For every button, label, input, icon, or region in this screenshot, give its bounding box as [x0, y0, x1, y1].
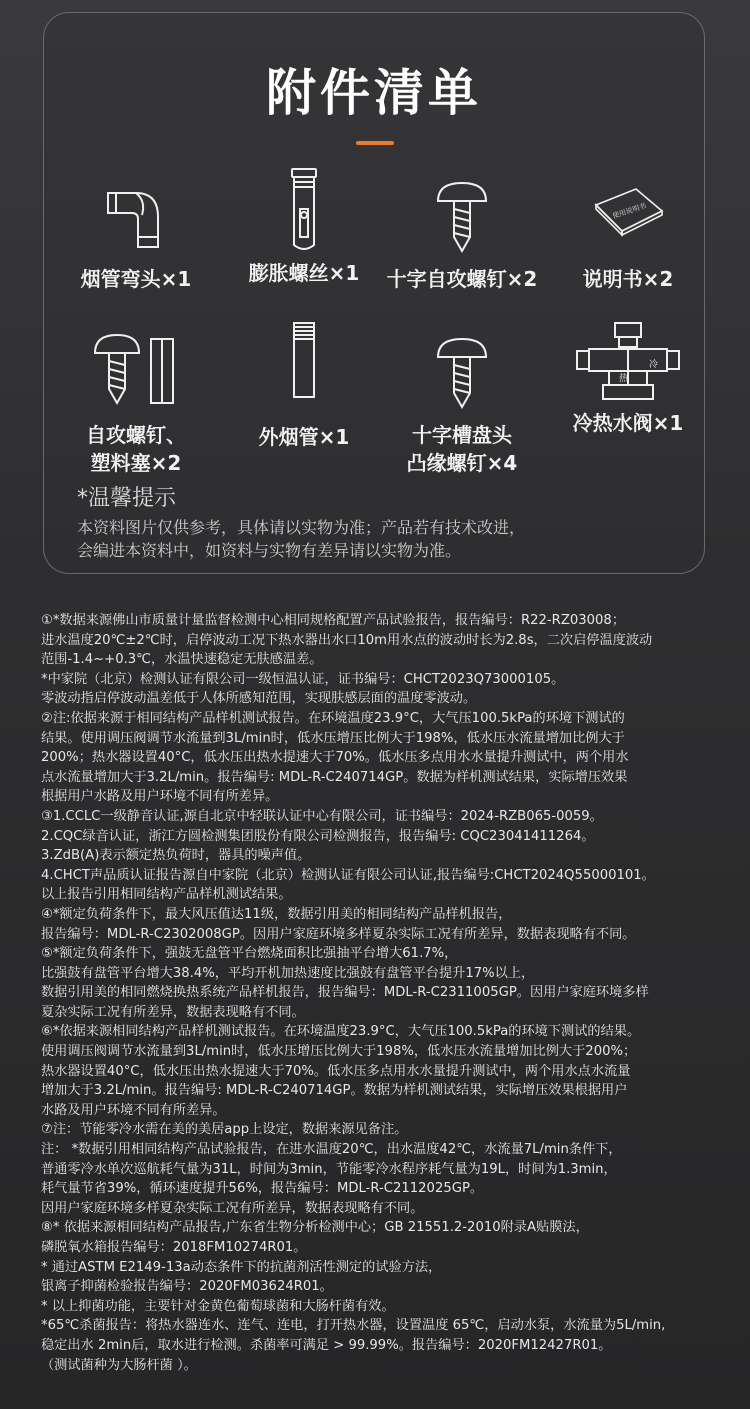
- footnote-line: 银离子抑菌检验报告编号：2020FM03624R01。: [41, 1279, 333, 1295]
- item-label: 自攻螺钉、 塑料塞×2: [86, 423, 186, 475]
- footnote-line: 2.CQC绿音认证，浙江方圆检测集团股份有限公司检测报告，报告编号: CQC23041411264。: [41, 828, 595, 844]
- footnote-line: ⑦注：节能零冷水需在美的美居app上设定，数据来源见备注。: [41, 1122, 408, 1138]
- item-manual: [548, 175, 708, 293]
- footnote-line: ①*数据来源佛山市质量计量监督检测中心相同规格配置产品试验报告，报告编号：R22-RZ03008；: [41, 613, 626, 628]
- tips-body: 本资料图片仅供参考，具体请以实物为准；产品若有技术改进， 会编进本资料中，如资料与实物有差异请以实物为准。: [77, 518, 526, 560]
- footnote-line: 使用调压阀调节水流量到3L/min时，低水压增压比例大于198%，低水压水流量增加比例大于200%；: [41, 1044, 637, 1060]
- footnote-line: 以上报告引用相同结构产品样机测试结果。: [41, 887, 292, 903]
- footnote-line: 4.CHCT声品质认证报告源自中家院（北京）检测认证有限公司认证,报告编号:CHCT2024Q55000101。: [41, 867, 655, 883]
- svg-text:冷: 冷: [649, 360, 659, 370]
- footnote-line: 热水器设置40°C，低水压出热水提速大于70%。低水压多点用水水量提升测试中，两个用水点水流量: [41, 1063, 631, 1079]
- item-label: 膨胀螺丝×1: [248, 261, 360, 285]
- water-valve-icon: [573, 321, 683, 405]
- item-water-valve: [548, 321, 708, 437]
- footnote-line: ④*额定负荷条件下，最大风压值达11级，数据引用美的相同结构产品样机报告，: [41, 906, 512, 922]
- footnote-line: 因用户家庭环境多样夏杂实际工况有所差异，数据表现略有不同。: [41, 1200, 424, 1216]
- item-outer-pipe: [224, 321, 384, 451]
- footnote-line: 增加大于3.2L/min。报告编号: MDL-R-C240714GP。数据为样机测试结果，实际增压效果根据用户: [41, 1083, 628, 1099]
- pan-head-screw-icon: [422, 331, 502, 411]
- item-label: 烟管弯头×1: [80, 267, 192, 291]
- manual-book-icon: [588, 175, 668, 255]
- footnote-line: *中家院（北京）检测认证有限公司一级恒温认证，证书编号：CHCT2023Q73000105。: [41, 671, 565, 687]
- footnote-line: 报告编号：MDL-R-C2302008GP。因用户家庭环境多样夏杂实际工况有所差异，数据表现略有不同。: [41, 926, 636, 942]
- item-label: 冷热水阀×1: [572, 411, 684, 435]
- footnote-line: 结果。使用调压阀调节水流量到3L/min时，低水压增压比例大于198%，低水压水流量增加比例大于: [41, 730, 625, 746]
- footnote-line: * 通过ASTM E2149-13a动态条件下的抗菌剂活性测定的试验方法，: [41, 1259, 442, 1275]
- footnote-line: 零波动指启停波动温差低于人体所感知范围，实现肤感层面的温度零波动。: [41, 691, 477, 707]
- accessory-list-card: [43, 12, 705, 574]
- footnote-line: 点水流量增加大于3.2L/min。报告编号: MDL-R-C240714GP。数据为样机测试结果，实际增压效果: [41, 769, 628, 785]
- footnote-line: 注： *数据引用相同结构产品试验报告，在进水温度20℃，出水温度42℃，水流量7L/min条件下，: [41, 1142, 622, 1158]
- cross-screw-icon: [422, 175, 502, 255]
- footnote-line: 进水温度20℃±2℃时，启停波动工况下热水器出水口10m用水点的波动时长为2.8s，二次启停温度波动: [41, 632, 653, 648]
- footnote-line: 比强鼓有盘管平台增大38.4%，平均开机加热速度比强鼓有盘管平台提升17%以上，: [41, 965, 535, 981]
- item-screw-and-plug: [56, 331, 216, 477]
- manual-cover-text: 使用说明书: [611, 201, 648, 221]
- item-label: 说明书×2: [582, 267, 674, 291]
- footnote-line: * 以上抑菌功能，主要针对金黄色葡萄球菌和大肠杆菌有效。: [41, 1298, 395, 1314]
- title-accent-line: [356, 141, 394, 145]
- expansion-bolt-icon: [274, 165, 334, 255]
- item-label: 外烟管×1: [258, 425, 350, 449]
- elbow-pipe-icon: [96, 175, 176, 255]
- screw-and-plug-icon: [81, 331, 191, 411]
- footnote-line: 200%；热水器设置40°C，低水压出热水提速大于70%。低水压多点用水水量提升测试中，两个用水: [41, 750, 629, 766]
- footnote-line: ⑥*依据来源相同结构产品样机测试报告。在环境温度23.9°C，大气压100.5kPa的环境下测试的结果。: [41, 1024, 641, 1040]
- footnote-line: 水路及用户环境不同有所差异。: [41, 1102, 226, 1118]
- footnote-line: 耗气量节省39%，循环速度提升56%，报告编号：MDL-R-C2112025GP。: [41, 1181, 484, 1197]
- item-elbow-pipe: [56, 175, 216, 293]
- outer-pipe-icon: [284, 321, 324, 401]
- footnotes: [41, 611, 731, 1375]
- item-label: 十字槽盘头 凸缘螺钉×4: [406, 423, 518, 475]
- tips-title: *温馨提示: [77, 486, 177, 511]
- footnote-line: ②注:依据来源于相同结构产品样机测试报告。在环境温度23.9°C，大气压100.5kPa的环境下测试的: [41, 710, 625, 726]
- footnote-line: 范围-1.4~+0.3℃，水温快速稳定无肤感温差。: [41, 652, 323, 668]
- footnote-line: 磷脱氧水箱报告编号：2018FM10274R01。: [41, 1240, 307, 1255]
- footnote-line: 3.ZdB(A)表示额定热负荷时，器具的噪声值。: [41, 848, 311, 864]
- footnote-line: 数据引用美的相同燃烧换热系统产品样机报告，报告编号：MDL-R-C2311005GP。因用户家庭环境多样: [41, 985, 649, 1001]
- item-label: 十字自攻螺钉×2: [386, 267, 538, 291]
- footnote-line: 根据用户水路及用户环境不同有所差异。: [41, 789, 279, 805]
- footnote-line: 稳定出水 2min后，取水进行检测。杀菌率可满足 > 99.99%。报告编号：2020FM12427R01。: [41, 1337, 612, 1353]
- item-pan-head-screw: [382, 331, 542, 477]
- page-title: 附件清单: [266, 64, 482, 122]
- footnote-line: 夏杂实际工况有所差异，数据表现略有不同。: [41, 1004, 305, 1020]
- item-cross-screw: [382, 175, 542, 293]
- footnote-line: 普通零冷水单次巡航耗气量为31L，时间为3min，节能零冷水程序耗气量为19L，时间为1.3min，: [41, 1161, 617, 1177]
- footnote-line: *65℃杀菌报告：将热水器连水、连气、连电，打开热水器，设置温度 65℃，启动水泵，水流量为5L/min,: [41, 1318, 666, 1334]
- footnote-line: ③1.CCLC一级静音认证,源自北京中轻联认证中心有限公司，证书编号：2024-RZB065-0059。: [41, 808, 603, 824]
- footnote-line: ⑧* 依据来源相同结构产品报告,广东省生物分析检测中心；GB 21551.2-2010附录A贴膜法，: [41, 1220, 589, 1236]
- svg-text:热: 热: [619, 374, 629, 384]
- item-expansion-bolt: [224, 165, 384, 287]
- footnote-line: （测试菌种为大肠杆菌 ）。: [41, 1357, 197, 1373]
- footnote-line: ⑤*额定负荷条件下，强鼓无盘管平台燃烧面积比强抽平台增大61.7%，: [41, 946, 458, 962]
